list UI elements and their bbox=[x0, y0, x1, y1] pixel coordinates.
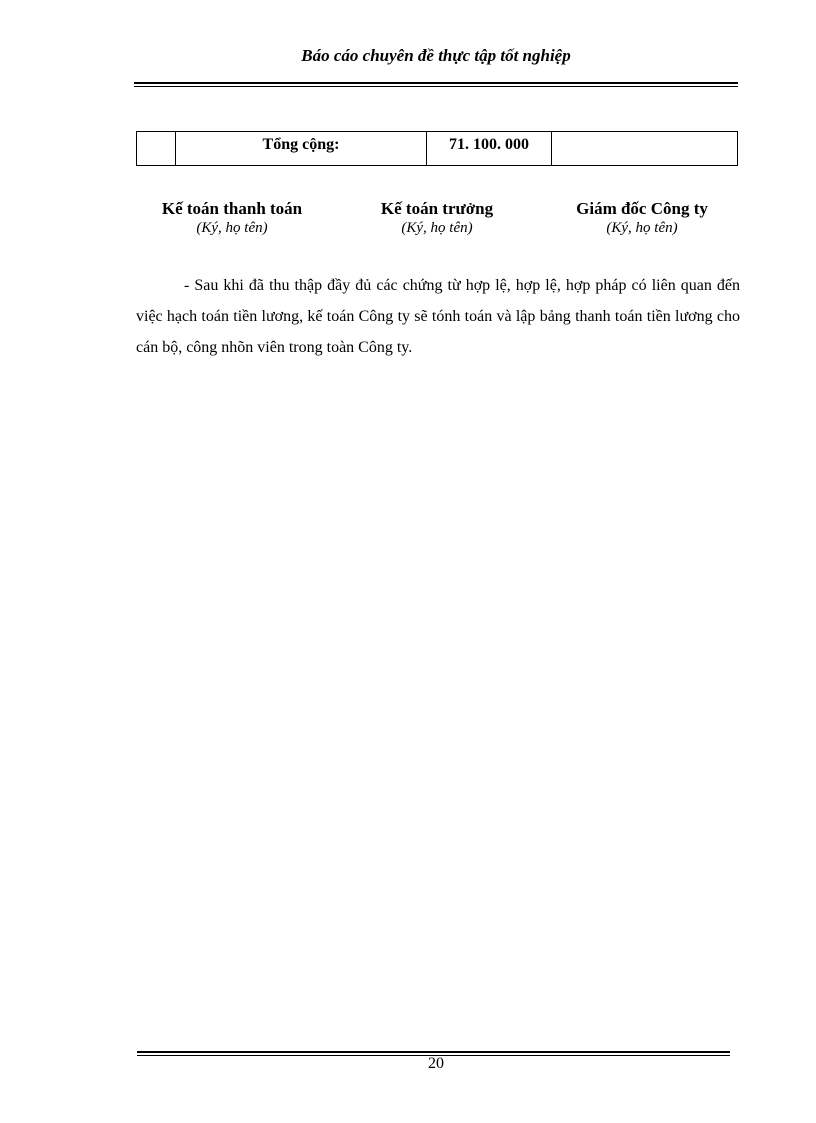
total-label: Tổng cộng: bbox=[176, 132, 427, 166]
header-divider bbox=[134, 82, 738, 87]
table-cell-empty bbox=[552, 132, 738, 166]
signature-note: (Ký, họ tên) bbox=[606, 220, 678, 236]
signature-block-director bbox=[556, 199, 728, 237]
table-cell-empty bbox=[137, 132, 176, 166]
total-table bbox=[136, 131, 738, 166]
signature-title: Kế toán thanh toán bbox=[161, 199, 303, 218]
total-amount: 71. 100. 000 bbox=[427, 132, 552, 166]
signature-title: Giám đốc Công ty bbox=[576, 199, 708, 218]
page-header-title: Báo cáo chuyên đề thực tập tốt nghiệp bbox=[301, 46, 571, 65]
signature-note: (Ký, họ tên) bbox=[401, 220, 473, 236]
signature-block-payment-accountant bbox=[136, 199, 328, 237]
table-row bbox=[137, 132, 738, 166]
body-paragraph: - Sau khi đã thu thập đầy đủ các chứng từ hợp lệ, hợp lệ, hợp pháp có liên quan đến việc hạch toán tiền lương, kế toán Công ty sẽ tónh toán và lập bảng thanh toán tiền lương cho cán bộ, công nhõn viên trong toàn Công ty. bbox=[136, 277, 740, 356]
signature-title: Kế toán trưởng bbox=[380, 199, 494, 218]
signature-block-chief-accountant bbox=[351, 199, 523, 237]
signature-note: (Ký, họ tên) bbox=[196, 220, 268, 236]
page-number: 20 bbox=[428, 1055, 444, 1072]
